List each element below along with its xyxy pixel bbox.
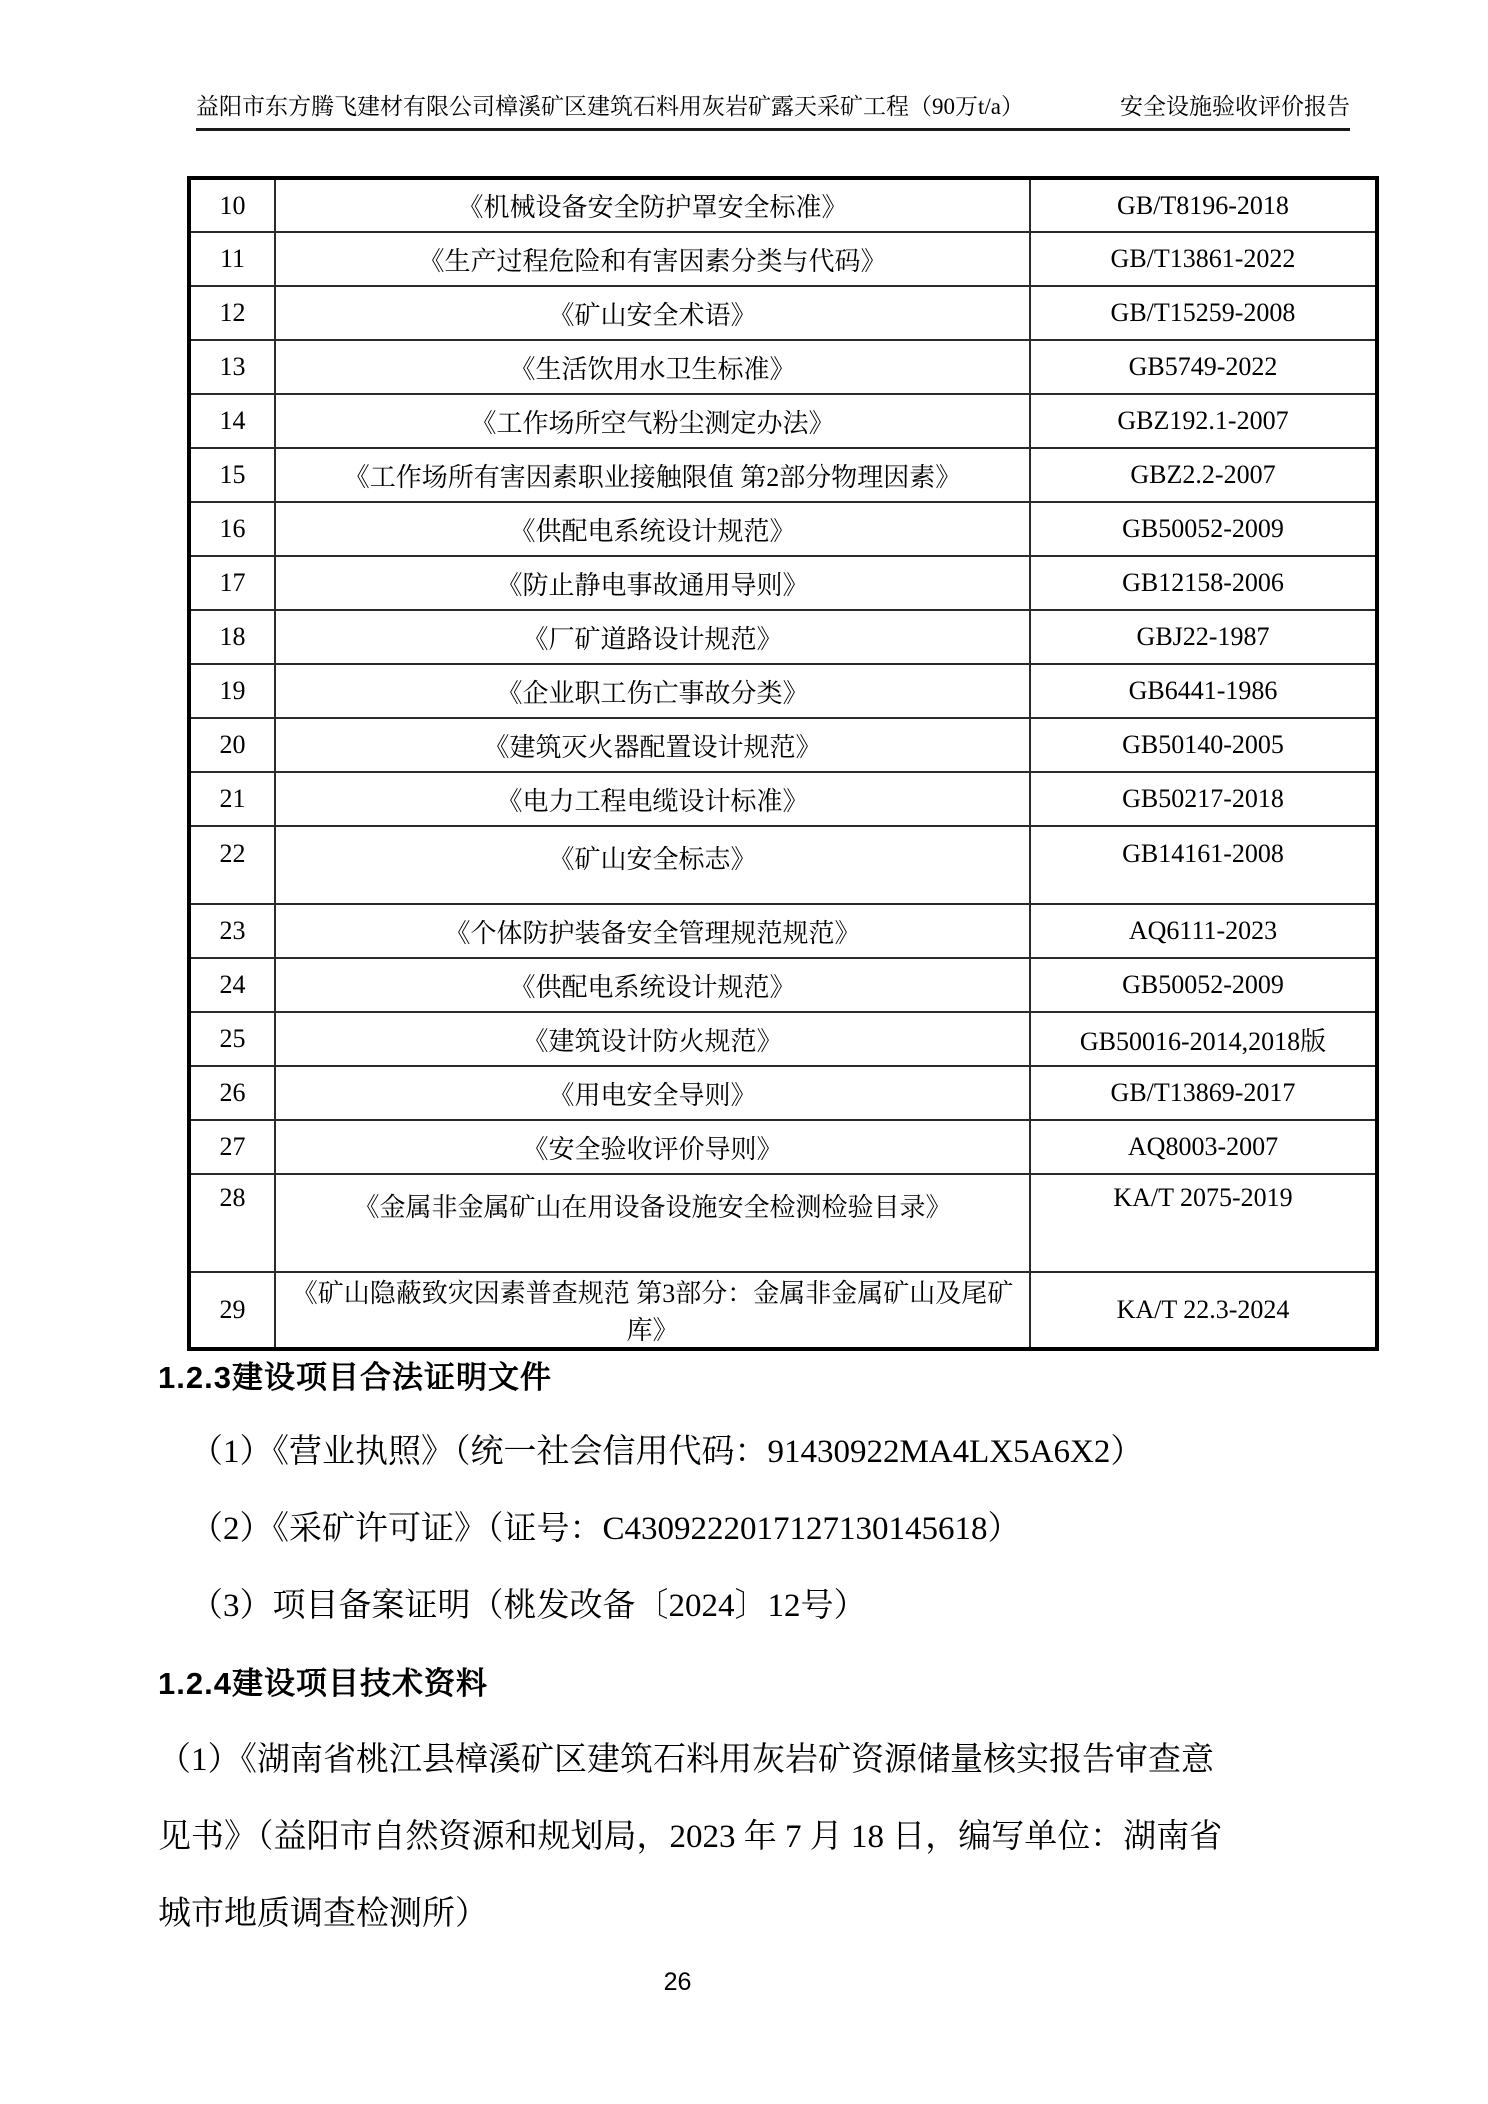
row-number-cell: 15 bbox=[189, 448, 275, 502]
standard-code-cell: GB50052-2009 bbox=[1030, 958, 1377, 1012]
paragraph-line: （1）《湖南省桃江县樟溪矿区建筑石料用灰岩矿资源储量核实报告审查意 bbox=[158, 1742, 1214, 1778]
list-item: （3）项目备案证明（桃发改备〔2024〕12号） bbox=[190, 1588, 867, 1624]
standard-code-cell: GBZ192.1-2007 bbox=[1030, 394, 1377, 448]
header-report-title: 安全设施验收评价报告 bbox=[1120, 94, 1350, 119]
standard-code-cell: AQ6111-2023 bbox=[1030, 904, 1377, 958]
table-row bbox=[189, 1012, 1377, 1066]
standard-code-cell: GB50140-2005 bbox=[1030, 718, 1377, 772]
table-row bbox=[189, 1120, 1377, 1174]
standard-name-cell: 《厂矿道路设计规范》 bbox=[275, 610, 1030, 664]
row-number-cell: 19 bbox=[189, 664, 275, 718]
standards-reference-table bbox=[187, 176, 1379, 1351]
standards-table-body bbox=[189, 178, 1377, 1349]
paragraph-line: 见书》（益阳市自然资源和规划局，2023 年 7 月 18 日，编写单位：湖南省 bbox=[158, 1819, 1223, 1855]
table-row bbox=[189, 556, 1377, 610]
standard-name-cell: 《矿山安全标志》 bbox=[275, 826, 1030, 904]
standard-name-cell: 《矿山安全术语》 bbox=[275, 286, 1030, 340]
row-number-cell: 17 bbox=[189, 556, 275, 610]
row-number-cell: 24 bbox=[189, 958, 275, 1012]
row-number-cell: 20 bbox=[189, 718, 275, 772]
standard-code-cell: AQ8003-2007 bbox=[1030, 1120, 1377, 1174]
table-row bbox=[189, 610, 1377, 664]
standard-code-cell: KA/T 2075-2019 bbox=[1030, 1174, 1377, 1272]
standard-code-cell: GB50217-2018 bbox=[1030, 772, 1377, 826]
page-number: 26 bbox=[663, 1968, 692, 1996]
table-row bbox=[189, 448, 1377, 502]
standard-code-cell: GB50052-2009 bbox=[1030, 502, 1377, 556]
standard-code-cell: GB/T8196-2018 bbox=[1030, 178, 1377, 232]
row-number-cell: 26 bbox=[189, 1066, 275, 1120]
table-row bbox=[189, 718, 1377, 772]
row-number-cell: 21 bbox=[189, 772, 275, 826]
standard-code-cell: GB/T13869-2017 bbox=[1030, 1066, 1377, 1120]
row-number-cell: 18 bbox=[189, 610, 275, 664]
standard-name-cell: 《矿山隐蔽致灾因素普查规范 第3部分：金属非金属矿山及尾矿库》 bbox=[275, 1272, 1030, 1349]
row-number-cell: 12 bbox=[189, 286, 275, 340]
row-number-cell: 27 bbox=[189, 1120, 275, 1174]
standard-name-cell: 《金属非金属矿山在用设备设施安全检测检验目录》 bbox=[275, 1174, 1030, 1272]
standard-code-cell: GB/T15259-2008 bbox=[1030, 286, 1377, 340]
standard-code-cell: GB14161-2008 bbox=[1030, 826, 1377, 904]
table-row bbox=[189, 664, 1377, 718]
table-row bbox=[189, 1272, 1377, 1349]
row-number-cell: 16 bbox=[189, 502, 275, 556]
standard-name-cell: 《工作场所有害因素职业接触限值 第2部分物理因素》 bbox=[275, 448, 1030, 502]
standard-name-cell: 《机械设备安全防护罩安全标准》 bbox=[275, 178, 1030, 232]
standard-code-cell: GB6441-1986 bbox=[1030, 664, 1377, 718]
table-row bbox=[189, 286, 1377, 340]
section-heading-technical-materials: 1.2.4建设项目技术资料 bbox=[158, 1666, 488, 1701]
table-row bbox=[189, 394, 1377, 448]
section-heading-legal-documents: 1.2.3建设项目合法证明文件 bbox=[158, 1360, 552, 1395]
standard-name-cell: 《安全验收评价导则》 bbox=[275, 1120, 1030, 1174]
row-number-cell: 14 bbox=[189, 394, 275, 448]
standard-code-cell: GB/T13861-2022 bbox=[1030, 232, 1377, 286]
list-item: （1）《营业执照》（统一社会信用代码：91430922MA4LX5A6X2） bbox=[190, 1434, 1144, 1470]
list-item: （2）《采矿许可证》（证号：C4309222017127130145618） bbox=[190, 1511, 1021, 1547]
standard-code-cell: GBZ2.2-2007 bbox=[1030, 448, 1377, 502]
table-row bbox=[189, 178, 1377, 232]
standard-name-cell: 《个体防护装备安全管理规范规范》 bbox=[275, 904, 1030, 958]
row-number-cell: 13 bbox=[189, 340, 275, 394]
standard-name-cell: 《建筑灭火器配置设计规范》 bbox=[275, 718, 1030, 772]
standard-name-cell: 《生产过程危险和有害因素分类与代码》 bbox=[275, 232, 1030, 286]
table-row bbox=[189, 232, 1377, 286]
technical-materials-paragraph bbox=[158, 1722, 1354, 1953]
standard-code-cell: GB12158-2006 bbox=[1030, 556, 1377, 610]
standard-name-cell: 《电力工程电缆设计标准》 bbox=[275, 772, 1030, 826]
row-number-cell: 28 bbox=[189, 1174, 275, 1272]
table-row bbox=[189, 1066, 1377, 1120]
row-number-cell: 11 bbox=[189, 232, 275, 286]
legal-document-list bbox=[190, 1414, 1143, 1645]
table-row bbox=[189, 904, 1377, 958]
paragraph-line: 城市地质调查检测所） bbox=[158, 1896, 488, 1932]
running-header bbox=[196, 88, 1350, 131]
table-row bbox=[189, 1174, 1377, 1272]
row-number-cell: 22 bbox=[189, 826, 275, 904]
table-row bbox=[189, 772, 1377, 826]
table-row bbox=[189, 340, 1377, 394]
row-number-cell: 23 bbox=[189, 904, 275, 958]
standard-name-cell: 《防止静电事故通用导则》 bbox=[275, 556, 1030, 610]
row-number-cell: 25 bbox=[189, 1012, 275, 1066]
row-number-cell: 10 bbox=[189, 178, 275, 232]
row-number-cell: 29 bbox=[189, 1272, 275, 1349]
standard-name-cell: 《生活饮用水卫生标准》 bbox=[275, 340, 1030, 394]
table-row bbox=[189, 502, 1377, 556]
standard-name-cell: 《供配电系统设计规范》 bbox=[275, 958, 1030, 1012]
standard-code-cell: GBJ22-1987 bbox=[1030, 610, 1377, 664]
standard-name-cell: 《用电安全导则》 bbox=[275, 1066, 1030, 1120]
standard-code-cell: GB50016-2014,2018版 bbox=[1030, 1012, 1377, 1066]
standard-name-cell: 《建筑设计防火规范》 bbox=[275, 1012, 1030, 1066]
table-row bbox=[189, 826, 1377, 904]
standard-code-cell: KA/T 22.3-2024 bbox=[1030, 1272, 1377, 1349]
standard-code-cell: GB5749-2022 bbox=[1030, 340, 1377, 394]
standard-name-cell: 《企业职工伤亡事故分类》 bbox=[275, 664, 1030, 718]
table-row bbox=[189, 958, 1377, 1012]
standard-name-cell: 《供配电系统设计规范》 bbox=[275, 502, 1030, 556]
header-project-title: 益阳市东方腾飞建材有限公司樟溪矿区建筑石料用灰岩矿露天采矿工程（90万t/a） bbox=[196, 94, 1024, 119]
standard-name-cell: 《工作场所空气粉尘测定办法》 bbox=[275, 394, 1030, 448]
